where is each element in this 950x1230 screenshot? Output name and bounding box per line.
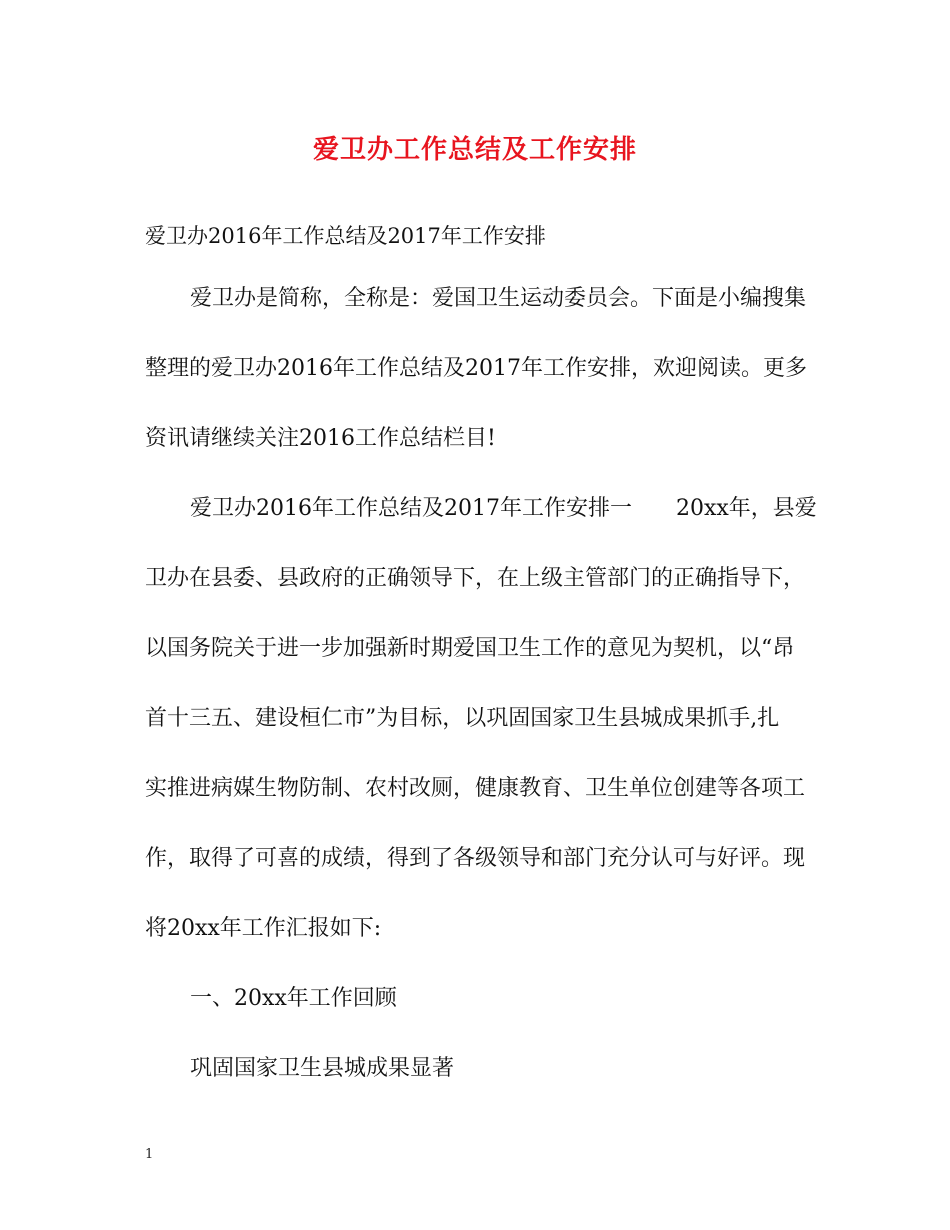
paragraph-line: 首十三五、建设桓仁市”为目标，以巩固国家卫生县城成果抓手,扎 [145,706,780,731]
paragraph-line: 卫办在县委、县政府的正确领导下，在上级主管部门的正确指导下， [145,566,806,591]
document-subtitle: 爱卫办2016年工作总结及2017年工作安排 [145,224,546,248]
section-heading: 一、20xx年工作回顾 [190,986,397,1011]
paragraph-line: 以国务院关于进一步加强新时期爱国卫生工作的意见为契机，以“昂 [145,636,795,661]
page-number: 1 [145,1147,154,1162]
paragraph-line: 整理的爱卫办2016年工作总结及2017年工作安排，欢迎阅读。更多 [145,356,807,381]
paragraph-line: 资讯请继续关注2016工作总结栏目! [145,426,496,451]
paragraph-line: 将20xx年工作汇报如下: [145,916,382,941]
document-title: 爱卫办工作总结及工作安排 [312,135,637,165]
paragraph-line: 爱卫办2016年工作总结及2017年工作安排一 20xx年，县爱 [190,496,817,521]
subsection-heading: 巩固国家卫生县城成果显著 [190,1056,455,1081]
paragraph-line: 实推进病媒生物防制、农村改厕，健康教育、卫生单位创建等各项工 [145,776,806,801]
paragraph-line: 作，取得了可喜的成绩，得到了各级领导和部门充分认可与好评。现 [145,846,806,871]
paragraph-line: 爱卫办是简称，全称是：爱国卫生运动委员会。下面是小编搜集 [190,286,807,311]
